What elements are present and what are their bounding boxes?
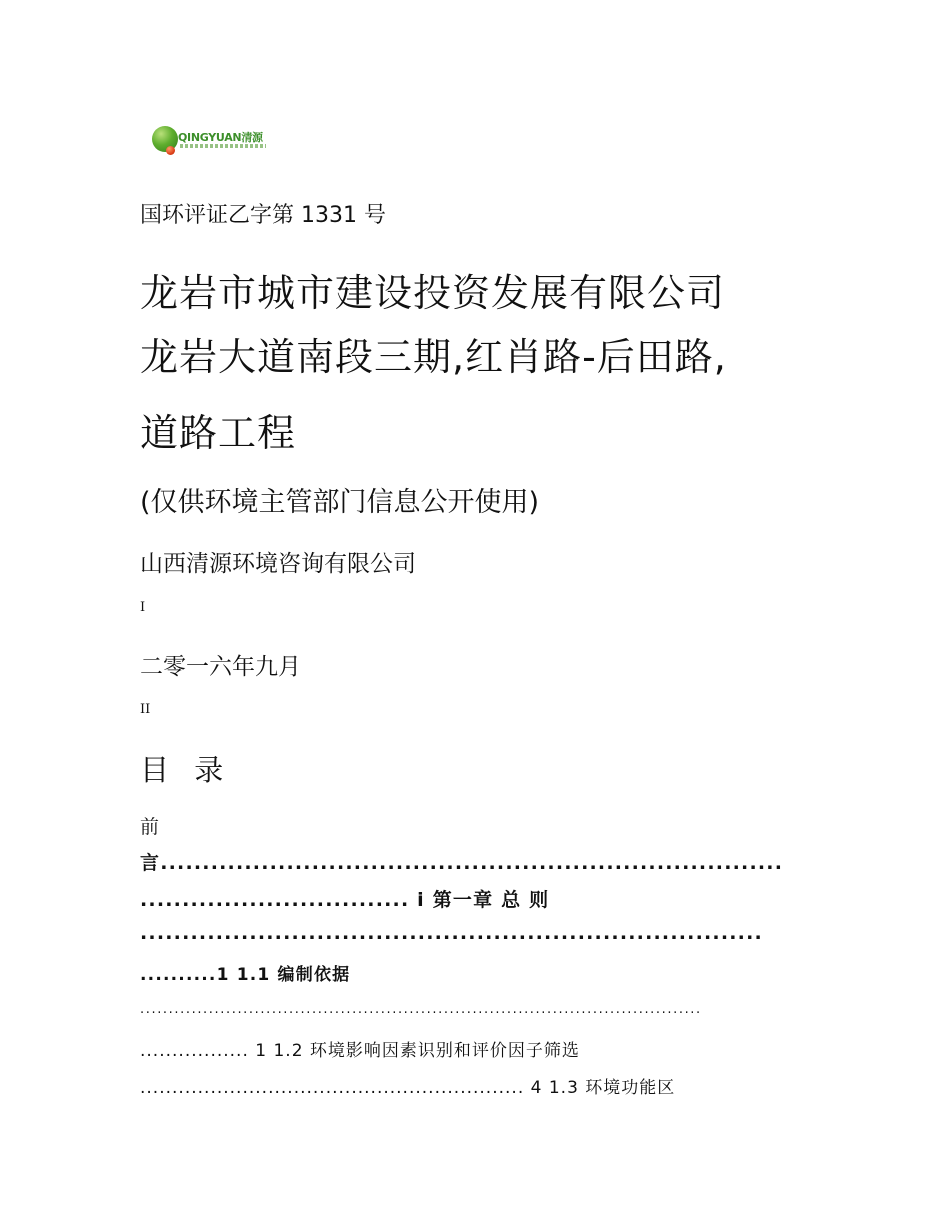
toc-line: ................................ i 第一章 总 则 — [140, 889, 550, 911]
certificate-number: 国环评证乙字第 1331 号 — [140, 203, 386, 228]
report-date: 二零一六年九月 — [140, 654, 301, 680]
title-line-1: 龙岩市城市建设投资发展有限公司 — [140, 271, 726, 315]
usage-note: (仅供环境主管部门信息公开使用) — [140, 487, 540, 518]
logo-text: QINGYUAN清源 — [178, 131, 263, 144]
toc-line: ............................................................ 4 1.3 环境功能区 — [140, 1078, 676, 1098]
toc-line: ..........1 1.1 编制依据 — [140, 965, 351, 985]
title-line-3: 道路工程 — [140, 411, 297, 455]
logo-subtitle-mark — [180, 144, 266, 148]
toc-line: .................................................................................................. — [140, 1002, 702, 1017]
company-name: 山西清源环境咨询有限公司 — [140, 551, 416, 577]
logo-dot-icon — [166, 146, 175, 155]
page-number-ii: II — [140, 702, 151, 717]
company-logo — [148, 122, 278, 160]
toc-line: ................. 1 1.2 环境影响因素识别和评价因子筛选 — [140, 1041, 580, 1061]
page-number-i: I — [140, 600, 146, 615]
toc-line: 前 — [140, 816, 160, 838]
toc-line: 言.......................................................................... — [140, 852, 784, 874]
title-line-2: 龙岩大道南段三期,红肖路-后田路, — [140, 335, 727, 379]
toc-heading: 目 录 — [140, 753, 232, 787]
toc-line: .......................................................................... — [140, 922, 763, 944]
